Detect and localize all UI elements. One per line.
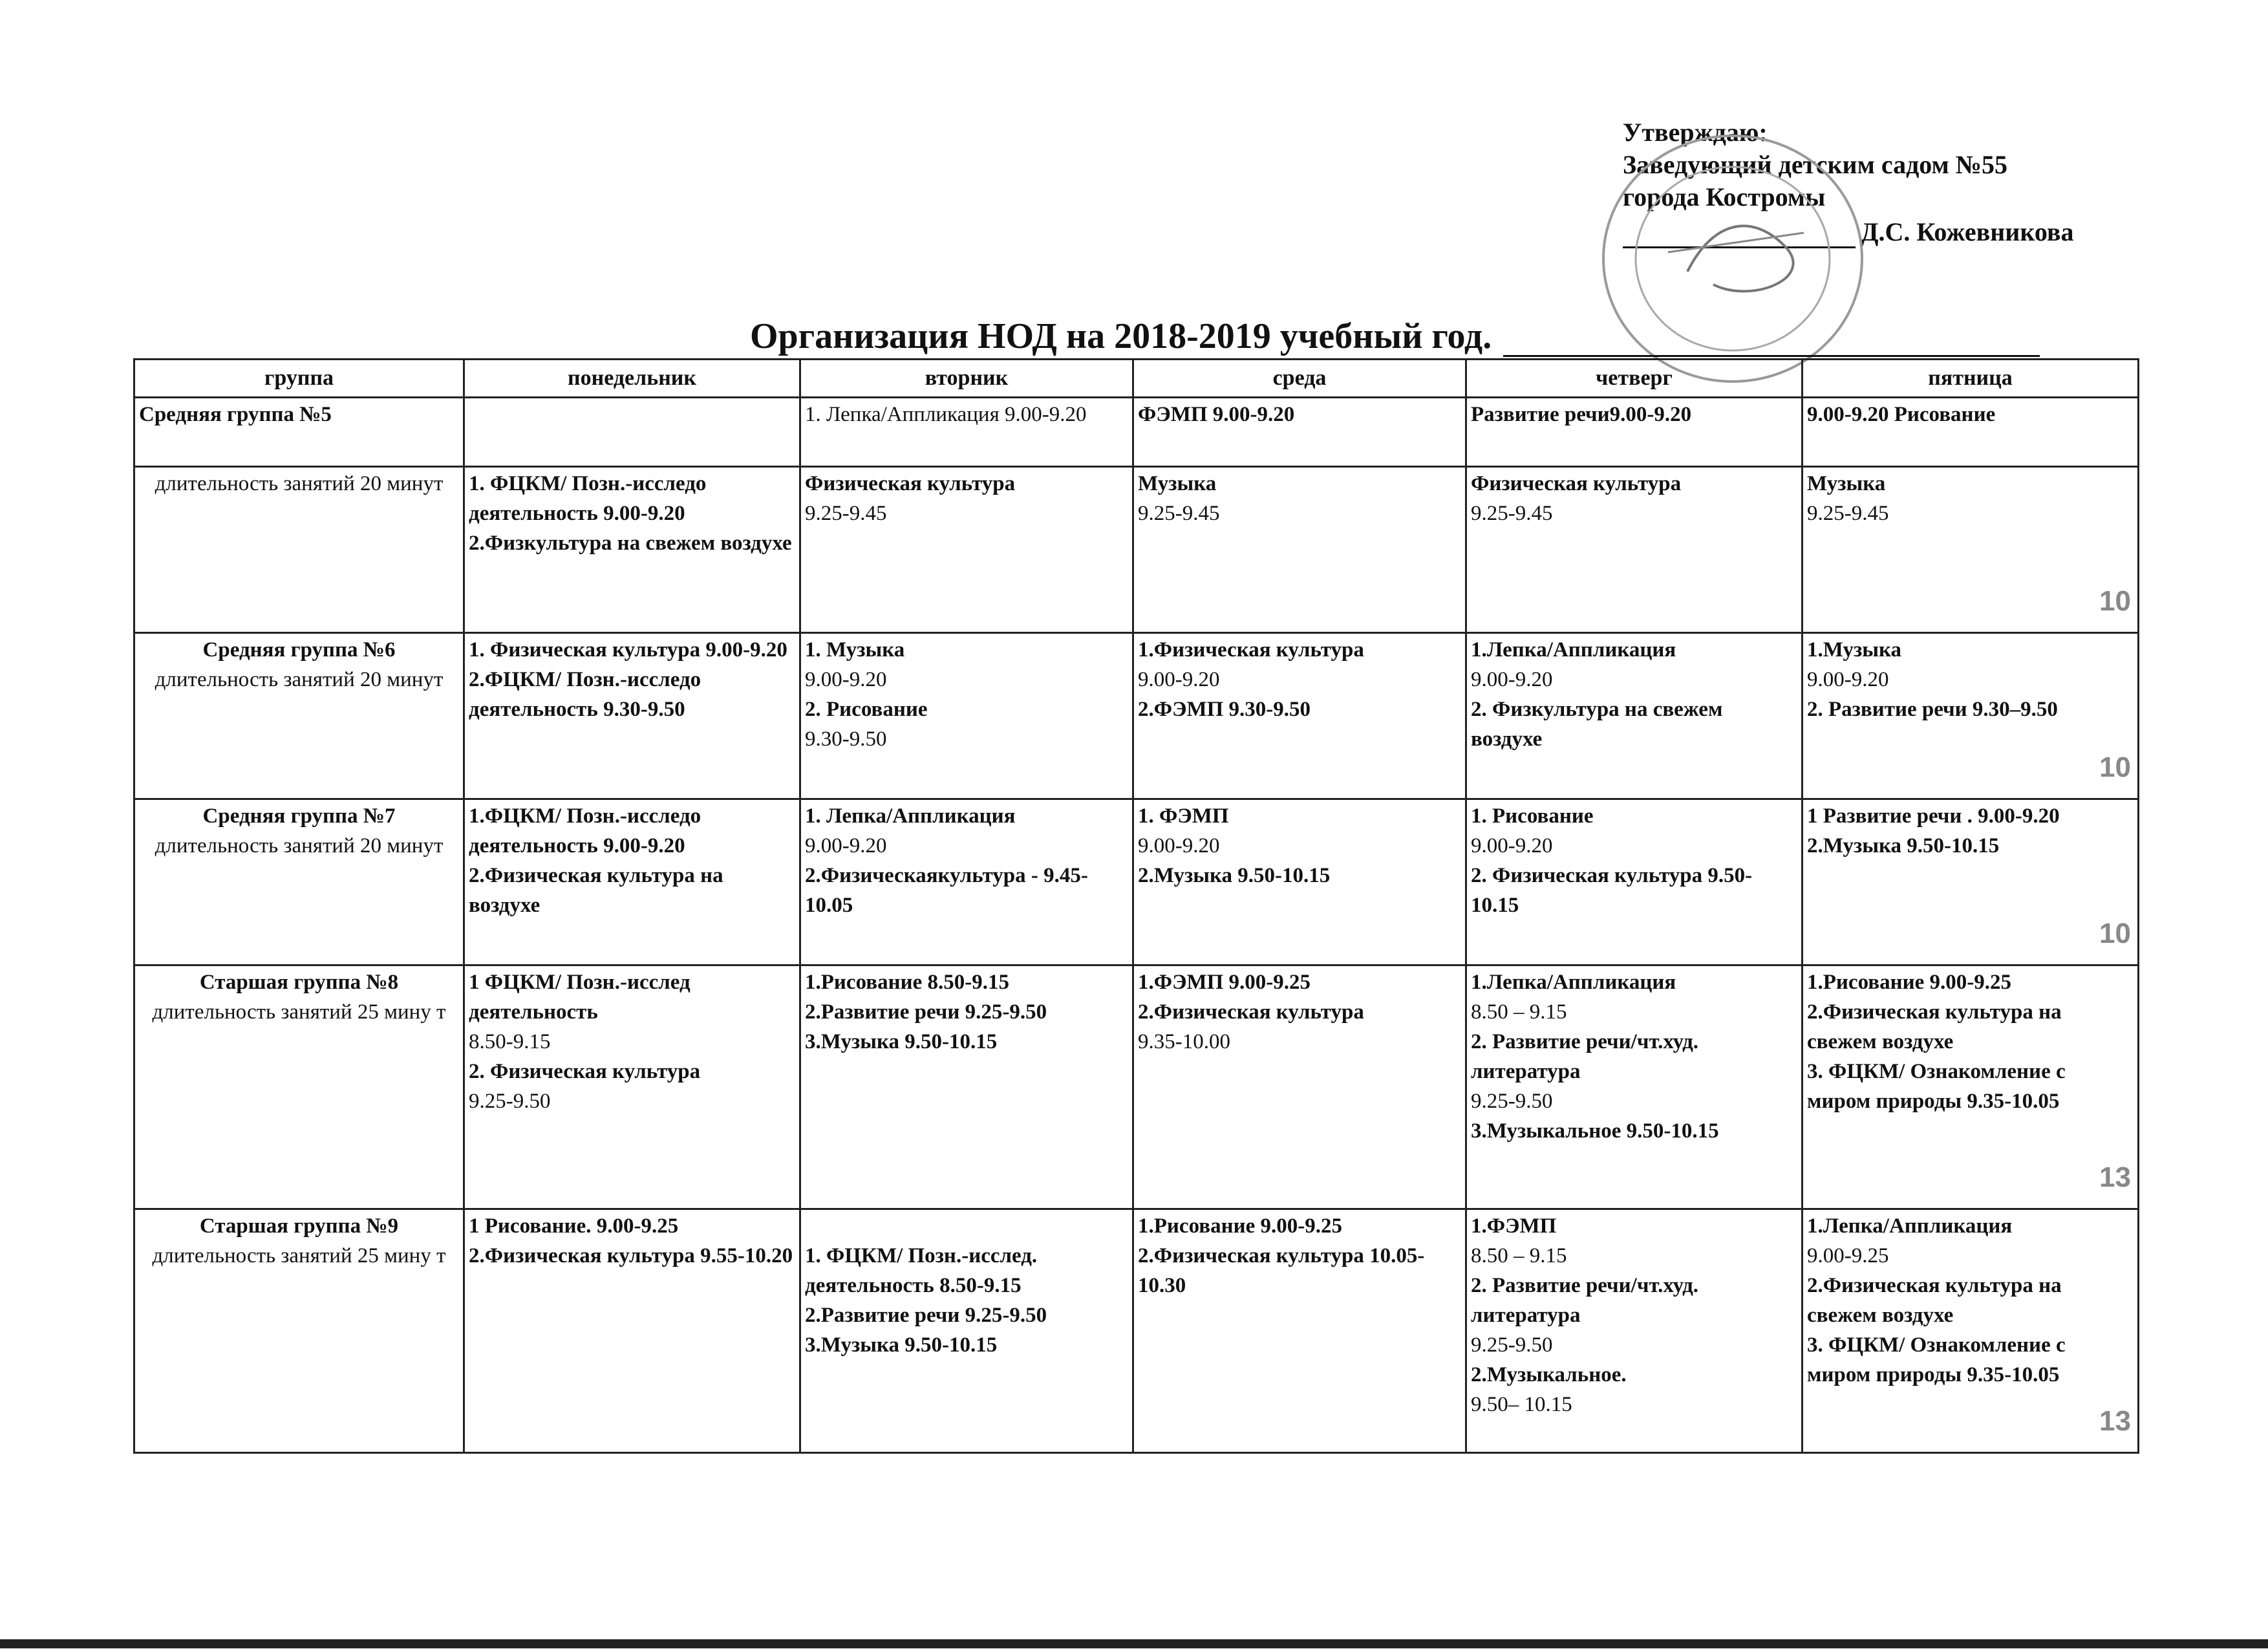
lesson-line: 3.Музыкальное 9.50-10.15: [1471, 1119, 1719, 1143]
friday-cell: [1803, 965, 2139, 1209]
lesson-line: 1. ФЦКМ/ Позн.-исслед. деятельность 8.50-9.15: [805, 1244, 1038, 1297]
header-friday: пятница: [1803, 360, 2139, 398]
lesson-line: 1. Лепка/Аппликация: [805, 804, 1016, 828]
lesson-line: 9.25-9.50: [1471, 1090, 1553, 1113]
lesson-line: 1 Развитие речи . 9.00-9.20: [1807, 804, 2060, 828]
lesson-line: 1 ФЦКМ/ Позн.-исслед деятельность: [469, 971, 690, 1024]
lesson-line: 1. ФЦКМ/ Позн.-исследо деятельность 9.00-9.20: [469, 472, 707, 525]
lesson-count: 13: [2099, 1405, 2131, 1437]
monday-cell: [464, 633, 800, 799]
table-row: [134, 965, 2139, 1209]
wednesday-cell: [1133, 1209, 1466, 1453]
scan-edge-bar: [0, 1639, 2268, 1648]
lesson-line: 3. ФЦКМ/ Ознакомление с миром природы 9.35-10.05: [1807, 1060, 2066, 1113]
lesson-line: 9.25-9.45: [1138, 502, 1220, 525]
group-cell: [134, 799, 464, 965]
friday-cell: [1803, 1209, 2139, 1453]
lesson-line: 1.Лепка/Аппликация: [1471, 971, 1676, 994]
lesson-line: 2.Физическая культура на свежем воздухе: [1807, 1000, 2062, 1053]
tuesday-cell: [800, 799, 1133, 965]
lesson-line: 2.Физическая культура 10.05-10.30: [1138, 1244, 1425, 1297]
lesson-line: 2. Физическая культура 9.50-10.15: [1471, 864, 1753, 917]
lesson-line: 2. Физкультура на свежем воздухе: [1471, 698, 1723, 751]
tuesday-cell: [800, 467, 1133, 633]
thursday-cell: [1466, 467, 1803, 633]
tuesday-cell: [800, 965, 1133, 1209]
group-duration: длительность занятий 25 мину т: [152, 1000, 446, 1024]
lesson-line: 9.25-9.50: [1471, 1333, 1553, 1357]
lesson-count: 10: [2099, 918, 2131, 949]
lesson-line: 1.Лепка/Аппликация: [1807, 1214, 2013, 1238]
lesson-line: 2.Музыкальное.: [1471, 1363, 1627, 1386]
group-name: Средняя группа №7: [202, 804, 396, 828]
lesson-line: 1. Музыка: [805, 638, 905, 662]
lesson-line: 2.Физическаякультура - 9.45-10.05: [805, 864, 1088, 917]
header-row: [134, 360, 2139, 398]
monday-cell: [464, 799, 800, 965]
wednesday-cell: [1133, 799, 1466, 965]
tuesday-lesson: 1. Лепка/Аппликация 9.00-9.20: [805, 403, 1087, 426]
group-cell: Средняя группа №5: [134, 398, 464, 467]
table-row: [134, 467, 2139, 633]
tuesday-cell: [800, 633, 1133, 799]
tuesday-cell: [800, 1209, 1133, 1453]
lesson-line: 1.Рисование 9.00-9.25: [1138, 1214, 1342, 1238]
signature-line: [1623, 221, 1856, 248]
group-name: Старшая группа №9: [199, 1214, 399, 1238]
lesson-line: 8.50 – 9.15: [1471, 1244, 1567, 1267]
lesson-line: 2.Музыка 9.50-10.15: [1807, 834, 2000, 857]
group-cell: [134, 633, 464, 799]
group-duration: длительность занятий 20 минут: [155, 668, 444, 691]
thursday-cell: [1466, 633, 1803, 799]
lesson-line: 1.Рисование 8.50-9.15: [805, 971, 1009, 994]
monday-cell: [464, 467, 800, 633]
wednesday-cell: [1133, 633, 1466, 799]
lesson-line: 2. Развитие речи 9.30–9.50: [1807, 698, 2058, 721]
lesson-line: 2.Физическая культура на свежем воздухе: [1807, 1274, 2062, 1327]
lesson-line: Физическая культура: [805, 472, 1016, 495]
group-duration: длительность занятий 20 минут: [155, 472, 444, 495]
lesson-line: 9.00-9.20: [805, 668, 887, 691]
lesson-line: 2. Рисование: [805, 698, 928, 721]
table-row-group-5: [134, 398, 2139, 467]
lesson-line: 1 Рисование. 9.00-9.25: [469, 1214, 679, 1238]
lesson-line: 1.ФЭМП 9.00-9.25: [1138, 971, 1311, 994]
lesson-line: 2.Физическая культура 9.55-10.20: [469, 1244, 793, 1267]
lesson-line: 1.Музыка: [1807, 638, 1902, 662]
friday-cell: [1803, 467, 2139, 633]
lesson-line: [805, 1211, 1128, 1241]
lesson-line: 2.ФЭМП 9.30-9.50: [1138, 698, 1311, 721]
lesson-line: Физическая культура: [1471, 472, 1682, 495]
lesson-line: 9.25-9.50: [469, 1090, 551, 1113]
lesson-line: 2.Физическая культура: [1138, 1000, 1364, 1024]
monday-cell: [464, 965, 800, 1209]
monday-cell: [464, 398, 800, 467]
lesson-line: 1. Физическая культура 9.00-9.20: [469, 638, 787, 662]
group-cell: [134, 1209, 464, 1453]
approval-block: [1623, 116, 2073, 248]
approval-line-3: города Костромы: [1623, 182, 1826, 211]
lesson-line: 2. Физическая культура: [469, 1060, 701, 1083]
lesson-line: 2.Физическая культура на воздухе: [469, 864, 723, 917]
lesson-line: 2.Физкультура на свежем воздухе: [469, 532, 792, 555]
lesson-line: 3. ФЦКМ/ Ознакомление с миром природы 9.35-10.05: [1807, 1333, 2066, 1386]
wednesday-cell: ФЭМП 9.00-9.20: [1133, 398, 1466, 467]
group-duration: длительность занятий 20 минут: [155, 834, 444, 857]
group-name: Средняя группа №6: [202, 638, 396, 662]
table-row: [134, 1209, 2139, 1453]
lesson-line: 2.Музыка 9.50-10.15: [1138, 864, 1331, 887]
lesson-line: 9.00-9.20: [1471, 668, 1553, 691]
friday-cell: 9.00-9.20 Рисование: [1803, 398, 2139, 467]
lesson-line: 1.ФЭМП: [1471, 1214, 1557, 1238]
lesson-line: 1. Рисование: [1471, 804, 1594, 828]
friday-cell: [1803, 799, 2139, 965]
lesson-line: 2. Развитие речи/чт.худ. литература: [1471, 1274, 1699, 1327]
schedule-table: [133, 358, 2139, 1454]
group-cell: [134, 467, 464, 633]
monday-cell: [464, 1209, 800, 1453]
title-underline: [1503, 323, 2040, 357]
thursday-cell: Развитие речи9.00-9.20: [1466, 398, 1803, 467]
header-monday: понедельник: [464, 360, 800, 398]
lesson-line: Музыка: [1807, 472, 1886, 495]
header-wednesday: среда: [1133, 360, 1466, 398]
lesson-line: 9.35-10.00: [1138, 1030, 1230, 1053]
page-title: [750, 316, 2040, 357]
lesson-line: 9.00-9.25: [1807, 1244, 1889, 1267]
lesson-line: 2.ФЦКМ/ Позн.-исследо деятельность 9.30-9.50: [469, 668, 701, 721]
lesson-line: 9.25-9.45: [1471, 502, 1553, 525]
lesson-line: 1.Рисование 9.00-9.25: [1807, 971, 2011, 994]
approval-line-1: Утверждаю:: [1623, 118, 1768, 147]
lesson-line: Музыка: [1138, 472, 1217, 495]
lesson-line: 1.Лепка/Аппликация: [1471, 638, 1676, 662]
friday-cell: [1803, 633, 2139, 799]
lesson-line: 9.25-9.45: [1807, 502, 1889, 525]
lesson-line: 9.00-9.20: [1807, 668, 1889, 691]
group-duration: длительность занятий 25 мину т: [152, 1244, 446, 1267]
lesson-line: 2.Развитие речи 9.25-9.50: [805, 1304, 1047, 1327]
lesson-line: 1.Физическая культура: [1138, 638, 1364, 662]
thursday-cell: [1466, 965, 1803, 1209]
lesson-line: 9.00-9.20: [1471, 834, 1553, 857]
lesson-line: 8.50-9.15: [469, 1030, 551, 1053]
lesson-line: 1.ФЦКМ/ Позн.-исследо деятельность 9.00-9.20: [469, 804, 701, 857]
title-text: Организация НОД на 2018-2019 учебный год.: [750, 316, 1492, 356]
header-group: группа: [134, 360, 464, 398]
lesson-line: 9.00-9.20: [1138, 834, 1220, 857]
thursday-cell: [1466, 799, 1803, 965]
table-row: [134, 633, 2139, 799]
lesson-line: 2. Развитие речи/чт.худ. литература: [1471, 1030, 1699, 1083]
lesson-line: 3.Музыка 9.50-10.15: [805, 1333, 998, 1357]
lesson-line: 9.00-9.20: [1138, 668, 1220, 691]
signature-row: [1623, 216, 2073, 248]
lesson-line: 3.Музыка 9.50-10.15: [805, 1030, 998, 1053]
header-tuesday: вторник: [800, 360, 1133, 398]
group-cell: [134, 965, 464, 1209]
lesson-line: 9.25-9.45: [805, 502, 887, 525]
table-row: [134, 799, 2139, 965]
lesson-line: 9.30-9.50: [805, 727, 887, 751]
lesson-count: 10: [2099, 585, 2131, 617]
lesson-count: 13: [2099, 1161, 2131, 1193]
lesson-line: 8.50 – 9.15: [1471, 1000, 1567, 1024]
lesson-line: 9.00-9.20: [805, 834, 887, 857]
wednesday-cell: [1133, 965, 1466, 1209]
header-thursday: четверг: [1466, 360, 1803, 398]
wednesday-cell: [1133, 467, 1466, 633]
signature-name: Д.С. Кожевникова: [1861, 217, 2074, 246]
lesson-count: 10: [2099, 751, 2131, 783]
lesson-line: 2.Развитие речи 9.25-9.50: [805, 1000, 1047, 1024]
tuesday-cell: [800, 398, 1133, 467]
lesson-line: 9.50– 10.15: [1471, 1393, 1572, 1416]
thursday-cell: [1466, 1209, 1803, 1453]
approval-line-2: Заведующий детским садом №55: [1623, 150, 2007, 179]
lesson-line: 1. ФЭМП: [1138, 804, 1229, 828]
group-name: Старшая группа №8: [199, 971, 399, 994]
